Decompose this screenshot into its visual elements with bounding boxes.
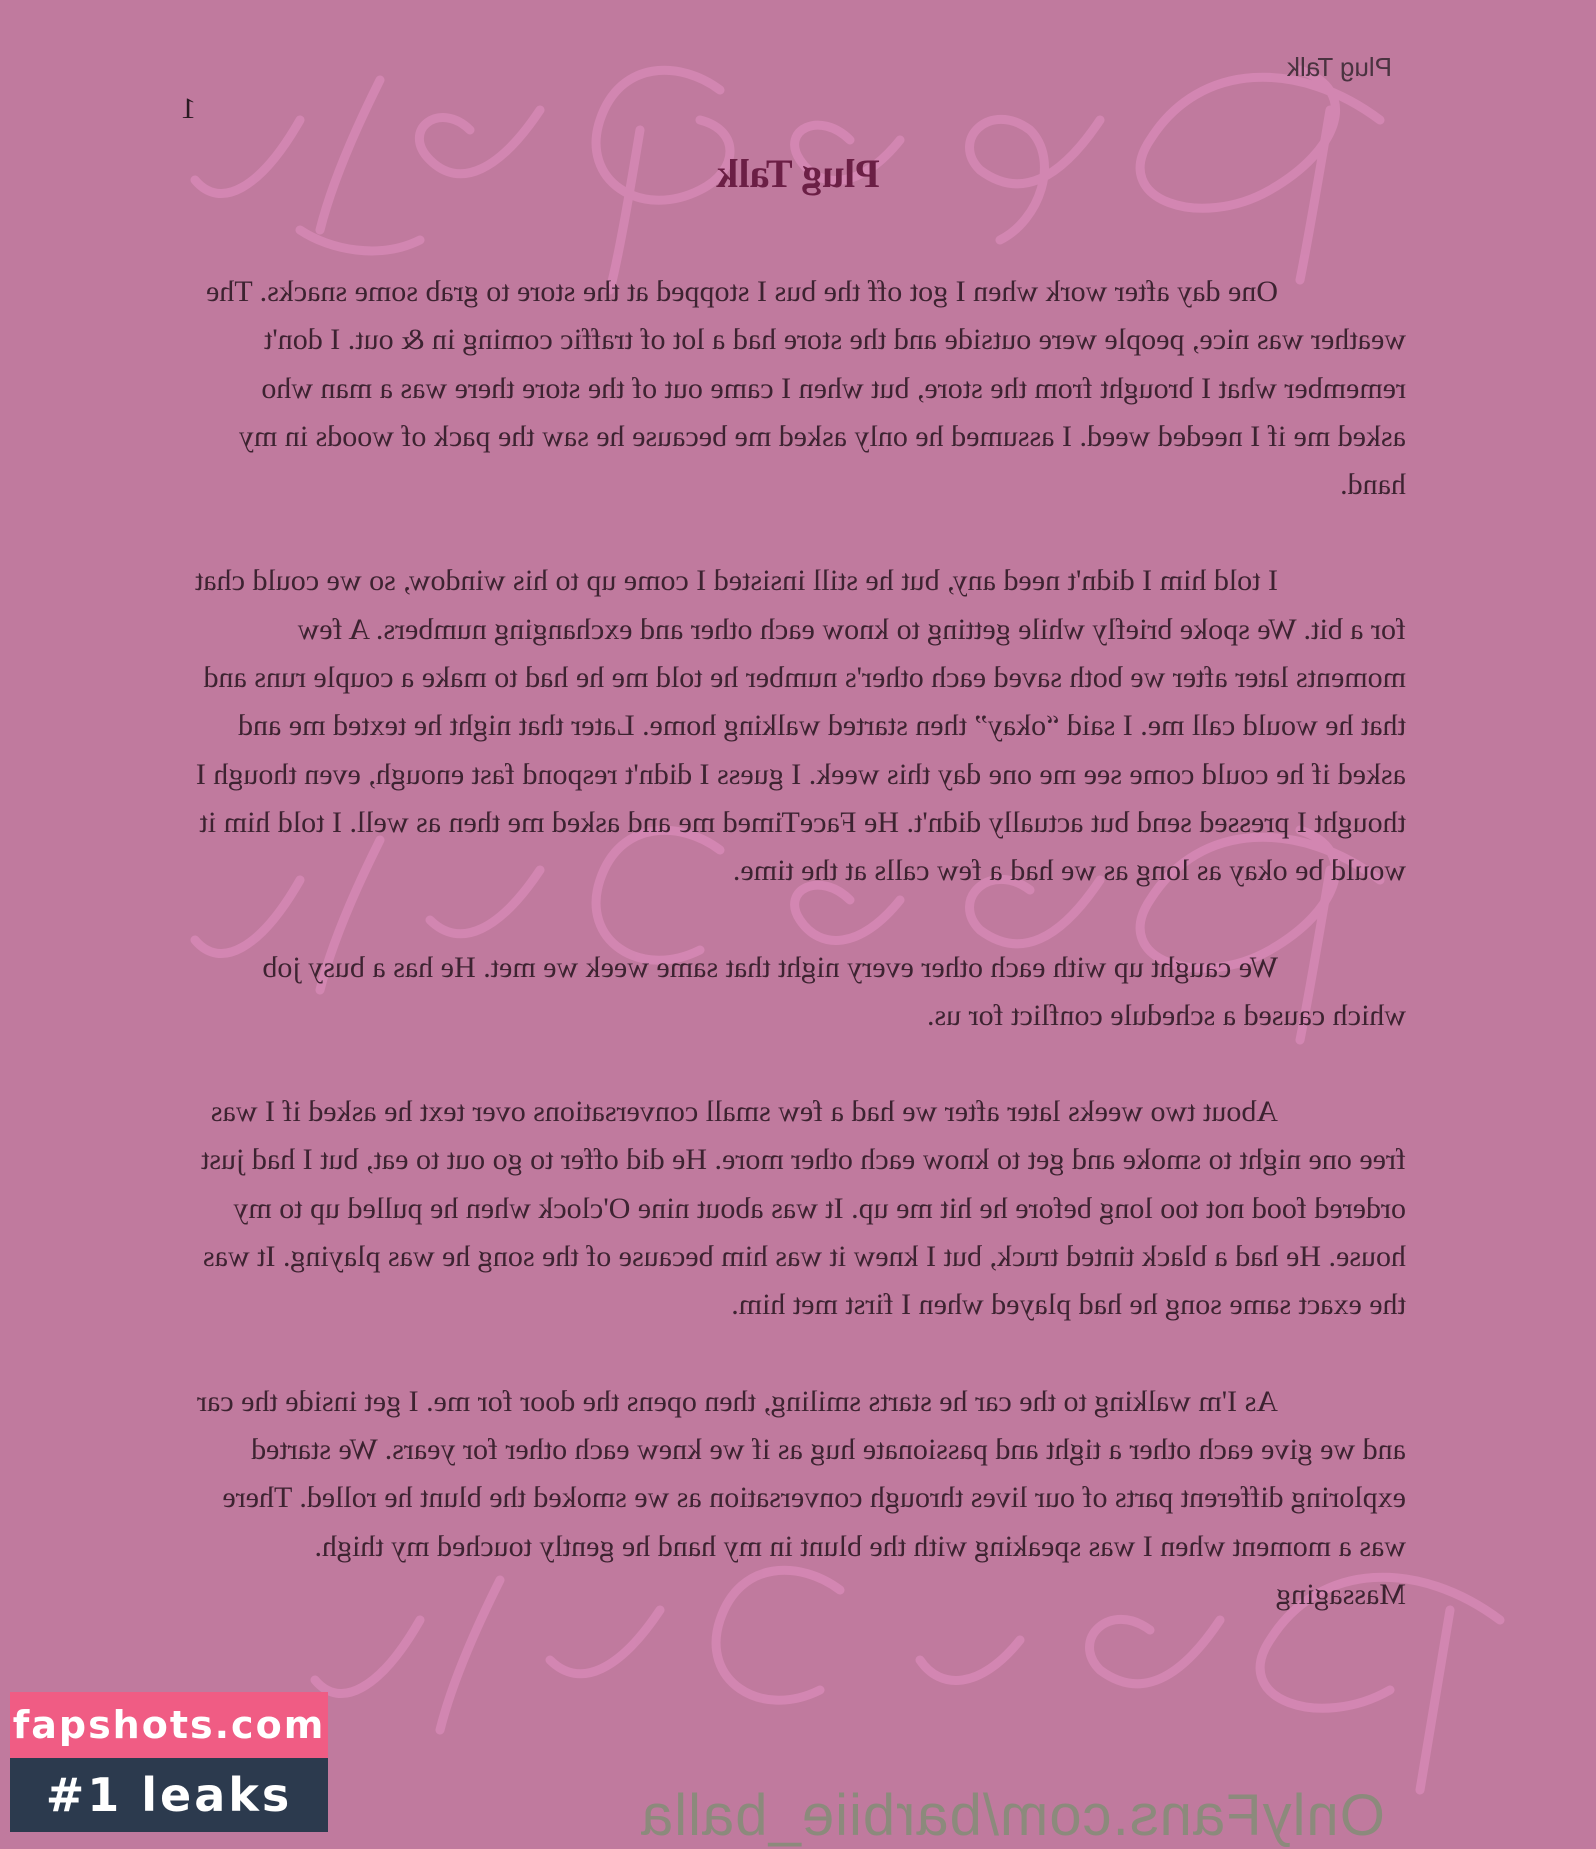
paragraph: We caught up with each other every night that same week we met. He has a busy job which caused a schedule conflict for us. bbox=[262, 950, 1406, 1032]
paragraph: One day after work when I got off the bus I stopped at the store to grab some snacks. The weather was nice, people were outside and the store had a lot of traffic coming in & out. I don't remember what I brought from the store, but when I came out of the store there was a man who asked me if I needed weed. I assumed he only asked me because he saw the pack of woods in my hand. bbox=[206, 275, 1406, 502]
site-badge[interactable] bbox=[10, 1692, 328, 1832]
page-number: 1 bbox=[181, 92, 196, 125]
header-title: Plug Talk bbox=[1286, 52, 1392, 82]
watermark-text: OnlyFans.com/barbiie_balla bbox=[640, 1783, 1385, 1848]
paragraph: As I'm walking to the car he starts smiling, then opens the door for me. I get inside the car and we give each other a tight and passionate hug as if we knew each other for years. We started exploring different parts of our lives through conversation as we smoked the blunt he rolled. There was a moment when I was speaking with the blunt in my hand he gently touched my thigh. Massaging bbox=[197, 1384, 1406, 1611]
badge-site-name: fapshots.com bbox=[10, 1692, 328, 1758]
document-body bbox=[186, 268, 1406, 1667]
paragraph: I told him I didn't need any, but he still insisted I come up to his window, so we could chat for a bit. We spoke briefly while getting to know each other and exchanging numbers. A few moments later after we both saved each other's number he told me he had to make a couple runs and that he would call me. I said “okay” then started walking home. Later that night he texted me and asked if he could come see me one day this week. I guess I didn't respond fast enough, even though I thought I pressed send but actually didn't. He FaceTimed me and asked me then as well. I told him it would be okay as long as we had a few calls at the time. bbox=[194, 564, 1406, 888]
paragraph: About two weeks later after we had a few small conversations over text he asked if I was free one night to smoke and get to know each other more. He did offer to go out to eat, but I had just ordered food not too long before he hit me up. It was about nine O'clock when he pulled up to my house. He had a black tinted truck, but I knew it was him because of the song he was playing. It was the exact same song he had played when I first met him. bbox=[201, 1095, 1406, 1322]
badge-tagline: #1 leaks bbox=[10, 1758, 328, 1832]
document-title: Plug Talk bbox=[716, 151, 880, 196]
